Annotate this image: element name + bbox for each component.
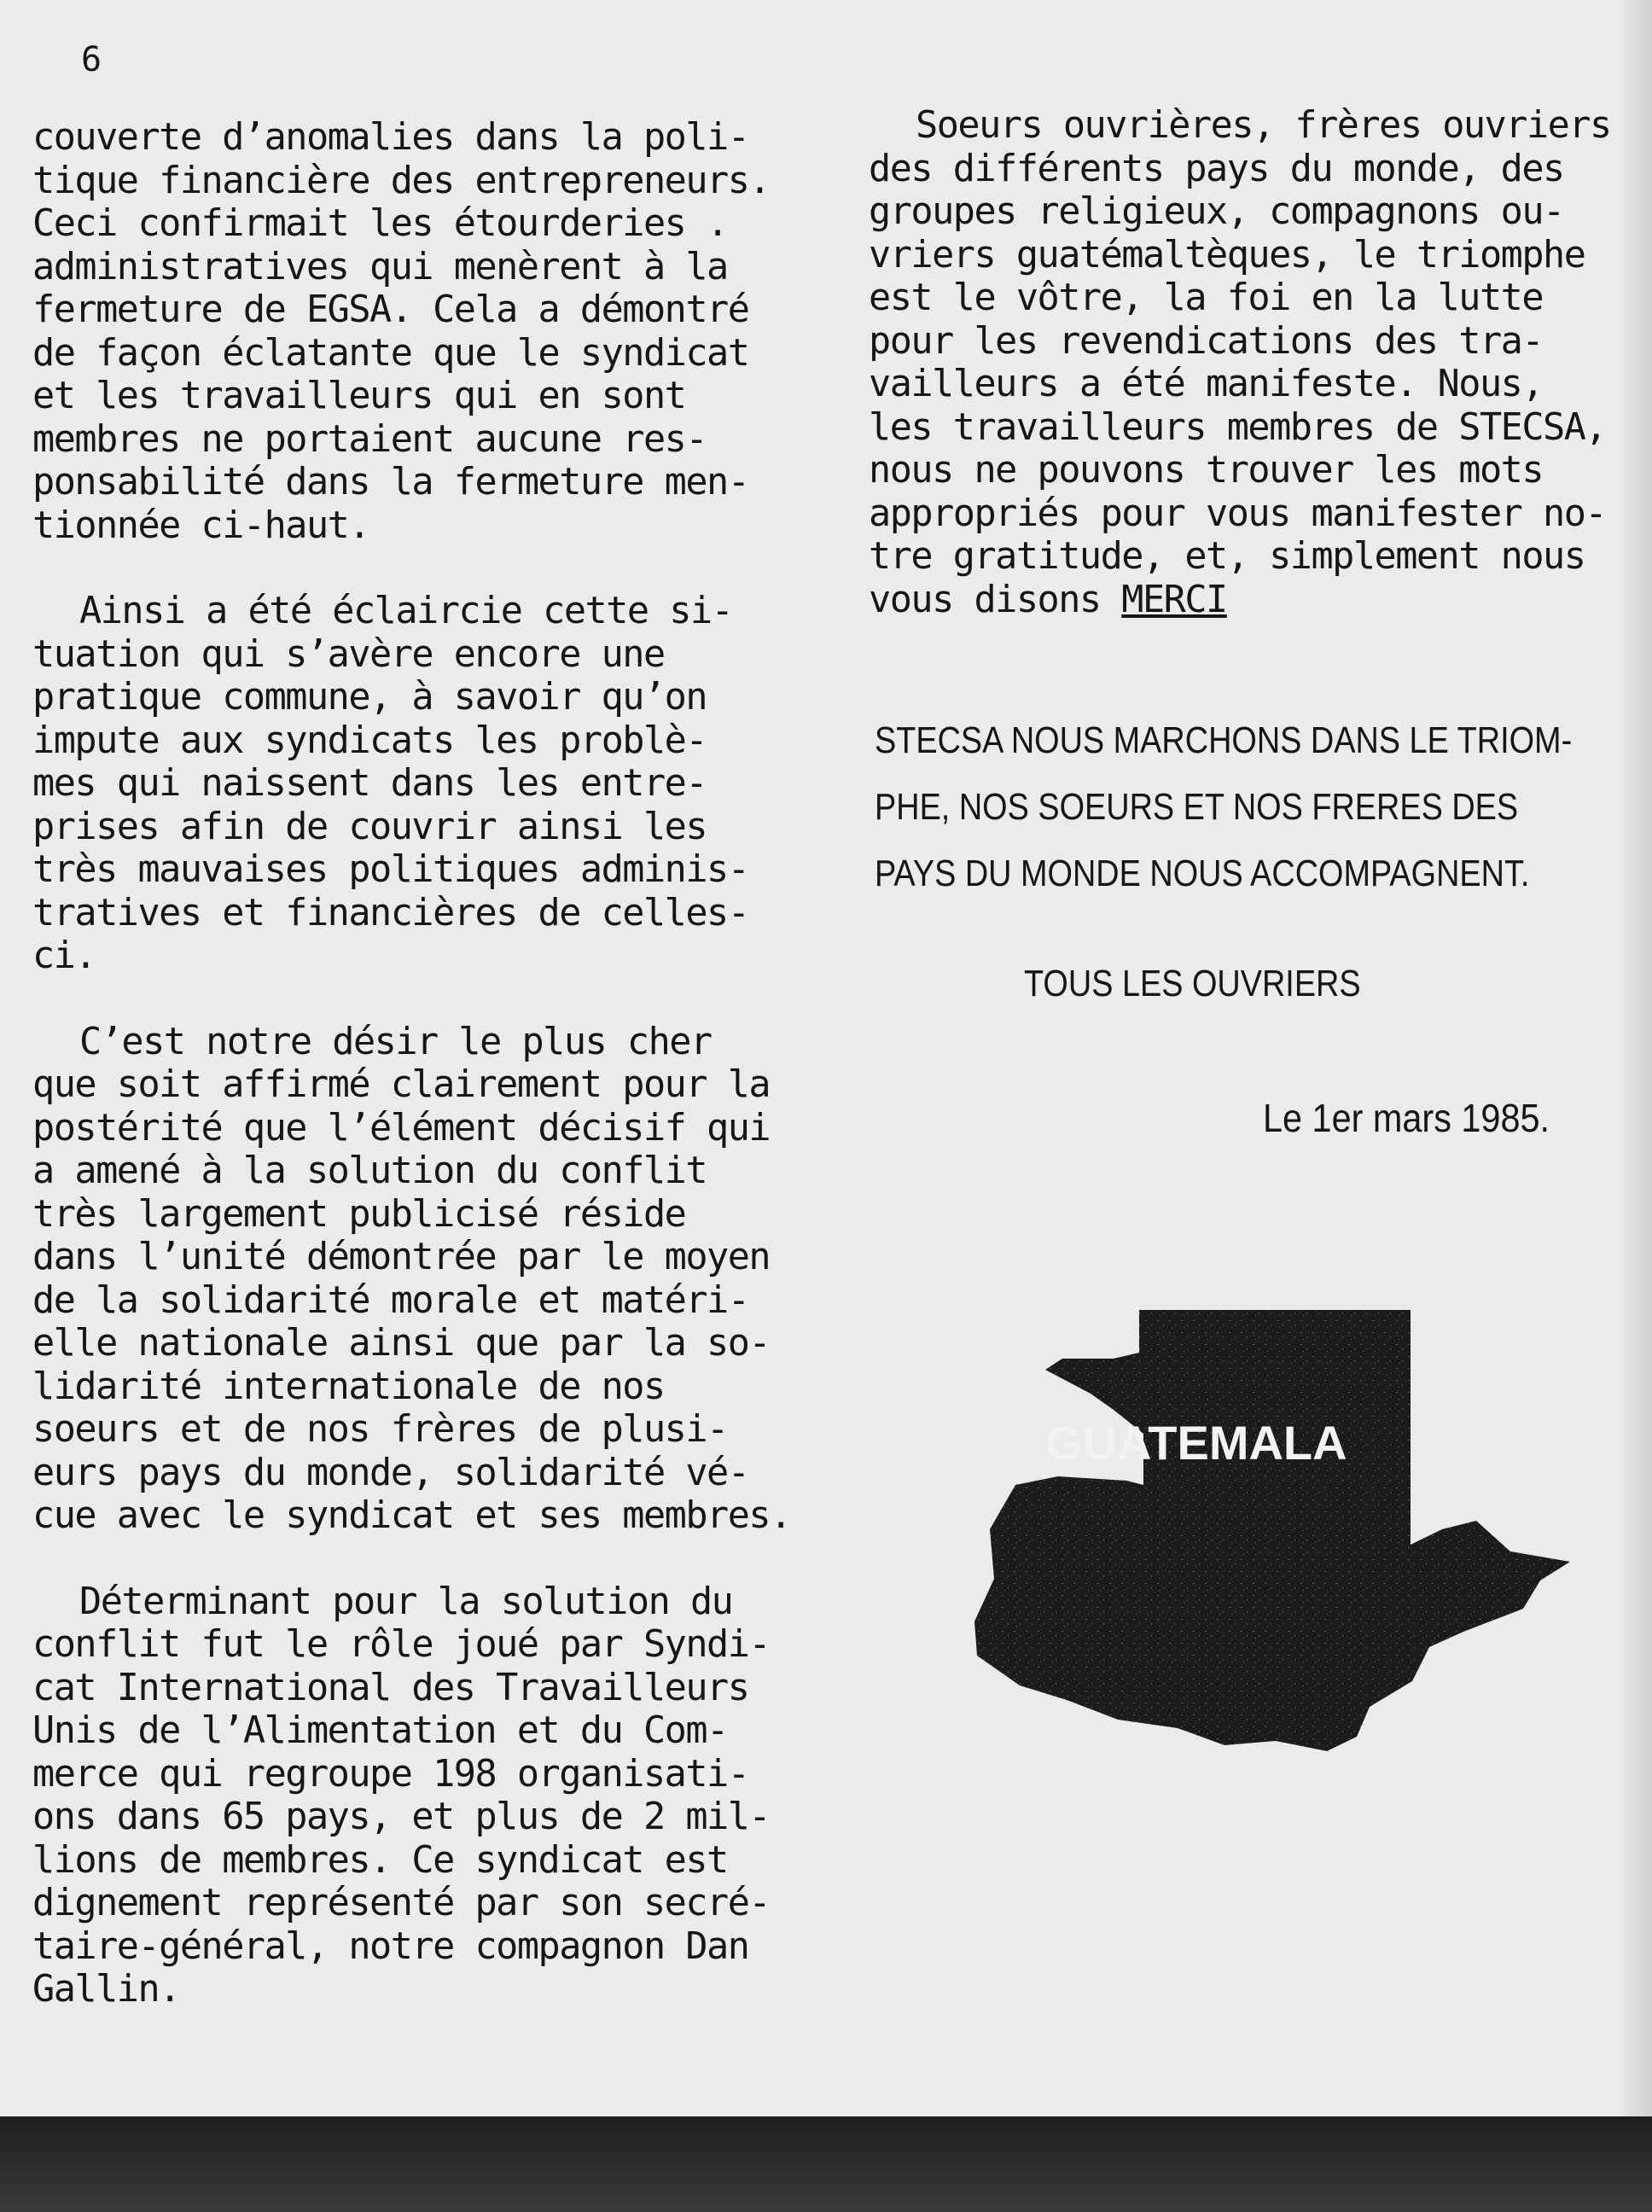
map-label: GUATEMALA: [1045, 1416, 1347, 1470]
text-line: taire-général, notre compagnon Dan: [32, 1924, 749, 1968]
text-line: prises afin de couvrir ainsi les: [32, 805, 707, 848]
paragraph-4: [32, 1580, 843, 2011]
text-line: postérité que l’élément décisif qui: [32, 1106, 771, 1150]
text-line: ci.: [32, 934, 96, 977]
text-line: tique financière des entrepreneurs.: [32, 159, 771, 202]
text-line: Ainsi a été éclaircie cette si-: [79, 590, 733, 632]
slogan-line: STECSA NOUS MARCHONS DANS LE TRIOM-: [875, 719, 1573, 761]
text-line: vriers guatémaltèques, le triomphe: [869, 233, 1585, 276]
text-line: vailleurs a été manifeste. Nous,: [869, 363, 1544, 405]
text-line: tionnée ci-haut.: [32, 504, 370, 547]
text-line-prefix: vous disons: [869, 578, 1122, 621]
text-line: nous ne pouvons trouver les mots: [869, 449, 1544, 492]
text-line: Ceci confirmait les étourderies .: [32, 202, 728, 245]
text-line: des différents pays du monde, des: [869, 147, 1564, 190]
text-line: Soeurs ouvrières, frères ouvriers: [916, 104, 1611, 147]
paragraph-3: [32, 1021, 843, 1538]
text-line: tre gratitude, et, simplement nous: [869, 535, 1585, 578]
text-line-merci: [869, 579, 1637, 622]
background-table: [0, 2116, 1652, 2212]
text-line: couverte d’anomalies dans la poli-: [32, 116, 749, 159]
text-line: administratives qui menèrent à la: [32, 245, 728, 288]
text-line: de façon éclatante que le syndicat: [32, 331, 749, 375]
slogan-line: PHE, NOS SOEURS ET NOS FRERES DES: [875, 786, 1519, 828]
text-line: appropriés pour vous manifester no-: [869, 492, 1607, 535]
text-line: membres ne portaient aucune res-: [32, 417, 707, 461]
text-line: lions de membres. Ce syndicat est: [32, 1838, 728, 1882]
text-line: a amené à la solution du conflit: [32, 1150, 707, 1192]
guatemala-map: [964, 1306, 1579, 1801]
text-line: merce qui regroupe 198 organisati-: [32, 1752, 749, 1796]
text-line: que soit affirmé clairement pour la: [32, 1063, 771, 1106]
signature: TOUS LES OUVRIERS: [1024, 963, 1361, 1004]
right-column: [869, 104, 1637, 621]
text-line: et les travailleurs qui en sont: [32, 375, 686, 417]
merci-word: MERCI: [1121, 578, 1227, 621]
text-line: mes qui naissent dans les entre-: [32, 762, 707, 805]
text-line: pratique commune, à savoir qu’on: [32, 676, 707, 719]
text-line: Unis de l’Alimentation et du Com-: [32, 1709, 728, 1752]
text-line: eurs pays du monde, solidarité vé-: [32, 1451, 749, 1494]
text-line: groupes religieux, compagnons ou-: [869, 190, 1564, 233]
text-line: impute aux syndicats les problè-: [32, 719, 707, 762]
left-column: [32, 116, 843, 2011]
text-line: lidarité internationale de nos: [32, 1365, 665, 1408]
text-line: très largement publicisé réside: [32, 1192, 686, 1236]
slogan-line: PAYS DU MONDE NOUS ACCOMPAGNENT.: [875, 853, 1530, 894]
text-line: soeurs et de nos frères de plusi-: [32, 1408, 728, 1451]
text-line: C’est notre désir le plus cher: [79, 1020, 712, 1063]
map-texture: [974, 1310, 1570, 1751]
text-line: dignement représenté par son secré-: [32, 1882, 771, 1924]
text-line: conflit fut le rôle joué par Syndi-: [32, 1623, 771, 1666]
date-line: Le 1er mars 1985.: [1263, 1096, 1550, 1140]
text-line: ponsabilité dans la fermeture men-: [32, 461, 749, 504]
text-line: ons dans 65 pays, et plus de 2 mil-: [32, 1796, 771, 1838]
text-line: les travailleurs membres de STECSA,: [869, 405, 1607, 449]
text-line: tratives et financières de celles-: [32, 891, 749, 934]
text-line: cat International des Travailleurs: [32, 1666, 749, 1709]
text-line: tuation qui s’avère encore une: [32, 632, 665, 676]
text-line: cue avec le syndicat et ses membres.: [32, 1494, 791, 1537]
text-line: fermeture de EGSA. Cela a démontré: [32, 288, 749, 331]
text-line: Déterminant pour la solution du: [79, 1580, 733, 1623]
paragraph-1: [32, 116, 843, 547]
page-number: 6: [81, 40, 102, 79]
text-line: est le vôtre, la foi en la lutte: [869, 276, 1544, 319]
text-line: Gallin.: [32, 1968, 180, 2011]
text-line: elle nationale ainsi que par la so-: [32, 1322, 771, 1365]
text-line: pour les revendications des tra-: [869, 319, 1544, 363]
text-line: très mauvaises politiques adminis-: [32, 848, 749, 891]
paragraph-2: [32, 590, 843, 978]
text-line: dans l’unité démontrée par le moyen: [32, 1236, 771, 1278]
text-line: de la solidarité morale et matéri-: [32, 1278, 749, 1322]
